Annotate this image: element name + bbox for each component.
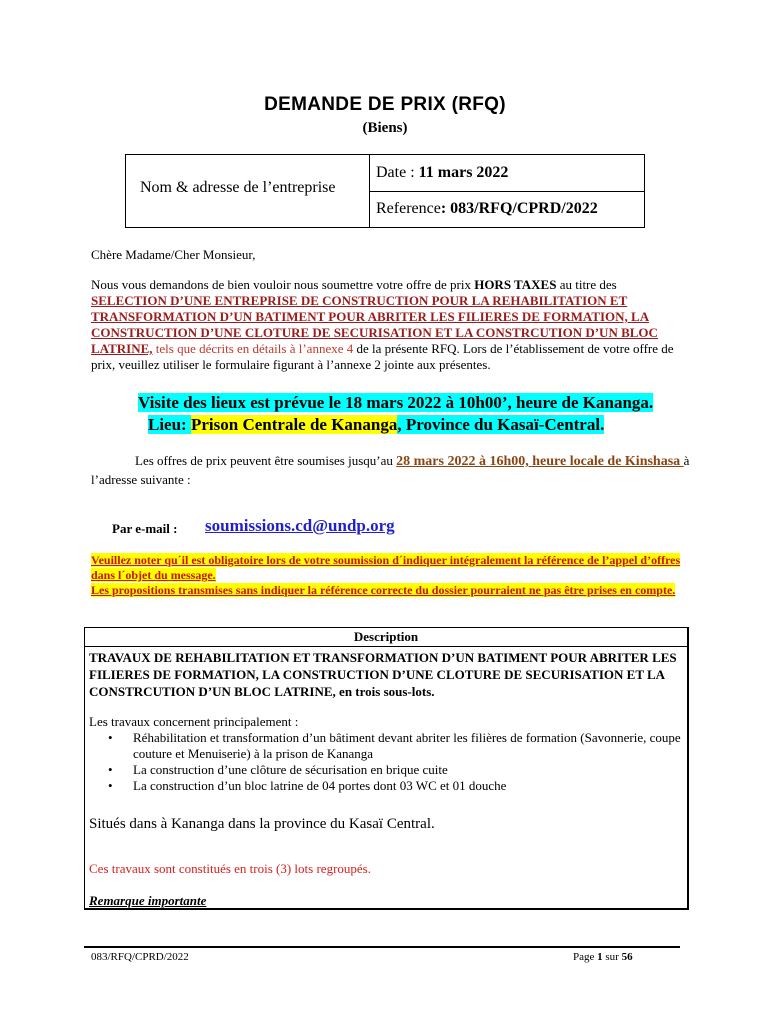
list-item-text: Réhabilitation et transformation d’un bâtiment devant abriter les filières de formation (Savonnerie, coupe couture et Menuiserie) à la prison de Kananga bbox=[133, 730, 681, 761]
intro-text-3: de la présente RFQ. Lors de l’établissement de votre offre de prix, veuillez utiliser le formulaire figurant à l’annexe 2 jointe aux présentes. bbox=[91, 341, 674, 372]
visit-location-rest: , Province du Kasaï-Central. bbox=[397, 415, 605, 434]
intro-text-1: Nous vous demandons de bien vouloir nous soumettre votre offre de prix bbox=[91, 277, 475, 292]
visit-date-line: Visite des lieux est prévue le 18 mars 2022 à 10h00’, heure de Kananga. bbox=[138, 393, 654, 412]
submission-deadline: 28 mars 2022 à 16h00, heure locale de Kinshasa bbox=[396, 454, 684, 469]
description-title-suffix: en trois sous-lots. bbox=[335, 684, 435, 699]
bullet-icon: • bbox=[108, 778, 113, 793]
warning-text-2: Les propositions transmises sans indiquer la référence correcte du dossier pourraient ne pas être prises en compte. bbox=[91, 583, 676, 597]
works-location: Situés dans à Kananga dans la province du Kasaï Central. bbox=[89, 816, 435, 832]
page-number bbox=[573, 951, 633, 963]
footer-reference: 083/RFQ/CPRD/2022 bbox=[91, 951, 189, 963]
page-current: 1 bbox=[597, 951, 603, 963]
reference-value: : 083/RFQ/CPRD/2022 bbox=[440, 200, 598, 217]
list-item bbox=[89, 778, 687, 794]
page-total: 56 bbox=[621, 951, 633, 963]
annex-reference: tels que décrits en détails à l’annexe 4 bbox=[152, 341, 354, 356]
offers-text-2: à l’adresse suivante : bbox=[91, 453, 690, 487]
footer-divider bbox=[84, 946, 680, 948]
description-table bbox=[84, 627, 689, 910]
visit-location-line bbox=[148, 415, 604, 434]
list-item-text: La construction d’un bloc latrine de 04 portes dont 03 WC et 01 douche bbox=[133, 778, 507, 793]
bullet-icon: • bbox=[108, 730, 113, 745]
list-item bbox=[89, 730, 687, 762]
page-of-label: sur bbox=[602, 951, 622, 963]
list-item-text: La construction d’une clôture de sécurisation en brique cuite bbox=[133, 762, 448, 777]
visit-location-place: Prison Centrale de Kananga bbox=[190, 415, 398, 434]
date-cell bbox=[370, 155, 644, 192]
hors-taxes: HORS TAXES bbox=[474, 277, 557, 292]
submission-email-link[interactable]: soumissions.cd@undp.org bbox=[205, 516, 395, 535]
header-table bbox=[125, 154, 645, 228]
salutation: Chère Madame/Cher Monsieur, bbox=[91, 247, 256, 262]
works-list bbox=[89, 730, 687, 794]
description-header: Description bbox=[85, 628, 687, 647]
reference-cell bbox=[370, 192, 644, 227]
description-title bbox=[89, 649, 684, 700]
page-title: DEMANDE DE PRIX (RFQ) bbox=[264, 94, 506, 115]
works-intro: Les travaux concernent principalement : bbox=[89, 714, 299, 729]
date-value: 11 mars 2022 bbox=[418, 164, 509, 181]
list-item bbox=[89, 762, 687, 778]
site-visit-notice bbox=[138, 392, 698, 436]
page-subtitle: (Biens) bbox=[362, 120, 408, 136]
visit-location-label: Lieu: bbox=[148, 415, 191, 434]
page-label: Page bbox=[573, 951, 598, 963]
date-label: Date : bbox=[376, 164, 419, 181]
intro-paragraph bbox=[91, 277, 691, 373]
submission-deadline-paragraph bbox=[91, 452, 691, 489]
warning-reference-required bbox=[91, 553, 691, 583]
warning-text-1: Veuillez noter qu´il est obligatoire lors de votre soumission d´indiquer intégralement la référence de l’appel d’offres dans l´objet du message. bbox=[91, 553, 681, 582]
rfq-object: SELECTION D’UNE ENTREPRISE DE CONSTRUCTION POUR LA REHABILITATION ET TRANSFORMATION D’UN BATIMENT POUR ABRITER LES FILIERES DE FORMATION, LA CONSTRUCTION D’UNE CLOTURE DE SECURISATION ET LA CONSTRCUTION D’UN BLOC LATRINE, bbox=[91, 293, 658, 356]
important-remark-heading: Remarque importante bbox=[89, 893, 207, 908]
lots-note: Ces travaux sont constitués en trois (3) lots regroupés. bbox=[89, 861, 371, 876]
reference-label: Reference bbox=[376, 200, 441, 217]
company-cell bbox=[126, 155, 370, 227]
warning-rejection bbox=[91, 583, 691, 598]
intro-text-2: au titre des bbox=[556, 277, 617, 292]
company-label: Nom & adresse de l’entreprise bbox=[140, 179, 336, 196]
description-title-main: TRAVAUX DE REHABILITATION ET TRANSFORMATION D’UN BATIMENT POUR ABRITER LES FILIERES DE FORMATION, LA CONSTRUCTION D’UNE CLOTURE DE SECURISATION ET LA CONSTRCUTION D’UN BLOC LATRINE, bbox=[89, 650, 677, 699]
bullet-icon: • bbox=[108, 762, 113, 777]
email-label: Par e-mail : bbox=[112, 521, 178, 536]
offers-text-1: Les offres de prix peuvent être soumises jusqu’au bbox=[135, 453, 397, 468]
